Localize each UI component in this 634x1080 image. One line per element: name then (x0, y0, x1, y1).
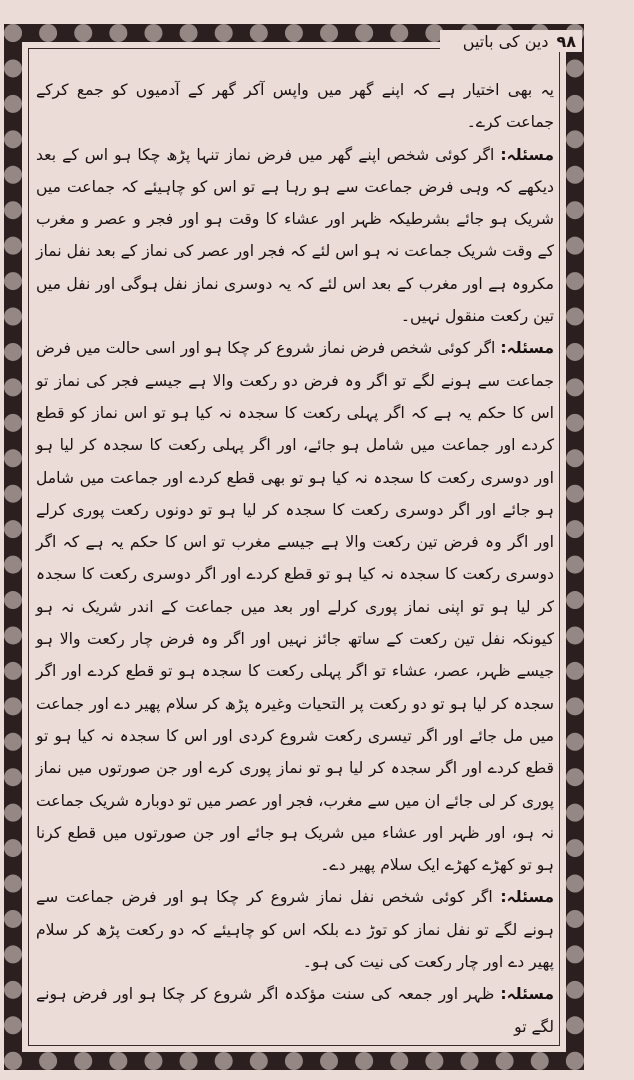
body-text (36, 74, 554, 1034)
masala-label: مسئلہ: (500, 985, 554, 1004)
paragraph-text: یہ بھی اختیار ہے کہ اپنے گھر میں واپس آکر گھر کے آدمیوں کو جمع کرکے جماعت کرے۔ (36, 81, 554, 132)
paragraph (36, 74, 554, 139)
paragraph-text: اگر کوئی شخص نفل نماز شروع کر چکا ہو اور فرض جماعت سے ہونے لگے تو نفل نماز کو توڑ دے بلکہ اس کو چاہیئے کہ دو رکعت پڑھ کر سلام پھیر دے اور چار رکعت کی نیت کی ہو۔ (36, 888, 554, 972)
running-header (440, 30, 582, 52)
paragraph-text: ظہر اور جمعہ کی سنت مؤکدہ اگر شروع کر چکا ہو اور فرض ہونے لگے تو (36, 985, 554, 1036)
paragraph-text: اگر کوئی شخص اپنے گھر میں فرض نماز تنہا پڑھ چکا ہو اس کے بعد دیکھے کہ وہی فرض جماعت سے ہو رہا ہے تو اس کو چاہیئے کہ جماعت میں شریک ہو جائے بشرطیکہ ظہر اور عشاء کا وقت ہو اور فجر و عصر و مغرب کے وقت شریک جماعت نہ ہو اس لئے کہ فجر اور عصر کی نماز کے بعد نفل نماز مکروہ ہے اور مغرب کے بعد اس لئے کہ یہ دوسری نماز نفل ہوگی اور نفل میں تین رکعت منقول نہیں۔ (36, 145, 554, 326)
header-title: دین کی باتیں (462, 31, 549, 51)
page-number: ۹۸ (556, 31, 576, 51)
paragraph-text: اگر کوئی شخص فرض نماز شروع کر چکا ہو اور اسی حالت میں فرض جماعت سے ہونے لگے تو اگر وہ فرض دو رکعت والا ہے جیسے فجر کی نماز تو اس کا حکم یہ ہے کہ اگر پہلی رکعت کا سجدہ نہ کیا ہو تو اس نماز کو قطع کردے اور جماعت میں شامل ہو جائے، اور اگر پہلی رکعت کا سجدہ کر لیا ہو اور دوسری رکعت کا سجدہ نہ کیا ہو تو بھی قطع کردے اور جماعت میں شامل ہو جائے اور اگر دوسری رکعت کا سجدہ کر لیا ہو تو دونوں رکعت پوری کرلے اور اگر وہ فرض تین رکعت والا ہے جیسے مغرب تو اس کا حکم یہ ہے کہ اگر دوسری رکعت کا سجدہ نہ کیا ہو تو قطع کردے اور اگر دوسری رکعت کا سجدہ کر لیا ہو تو اپنی نماز پوری کرلے اور بعد میں جماعت کے اندر شریک نہ ہو کیونکہ نفل تین رکعت کے ساتھ جائز نہیں اور اگر وہ فرض چار رکعت والا ہو جیسے ظہر، عصر، عشاء تو اگر پہلی رکعت کا سجدہ ہو تو قطع کردے اور اگر سجدہ کر لیا ہو تو دو رکعت پر التحیات وغیرہ پڑھ کر سلام پھیر دے اور جماعت میں مل جائے اور اگر تیسری رکعت شروع کردی اور اس کا سجدہ نہ کیا ہو تو قطع کردے اور اگر سجدہ کر لیا ہو تو نماز پوری کرے اور جن صورتوں میں نماز پوری کر لی جائے ان میں سے مغرب، فجر اور عصر میں تو دوبارہ شریک جماعت نہ ہو، اور ظہر اور عشاء میں شریک ہو جائے اور جن صورتوں میں قطع کرنا ہو تو کھڑے کھڑے ایک سلام پھیر دے۔ (36, 339, 554, 875)
masala-label: مسئلہ: (500, 339, 554, 358)
masala-label: مسئلہ: (500, 888, 554, 907)
paragraph (36, 881, 554, 978)
paragraph (36, 332, 554, 881)
masala-label: مسئلہ: (500, 145, 554, 164)
paragraph (36, 139, 554, 333)
paragraph (36, 978, 554, 1043)
